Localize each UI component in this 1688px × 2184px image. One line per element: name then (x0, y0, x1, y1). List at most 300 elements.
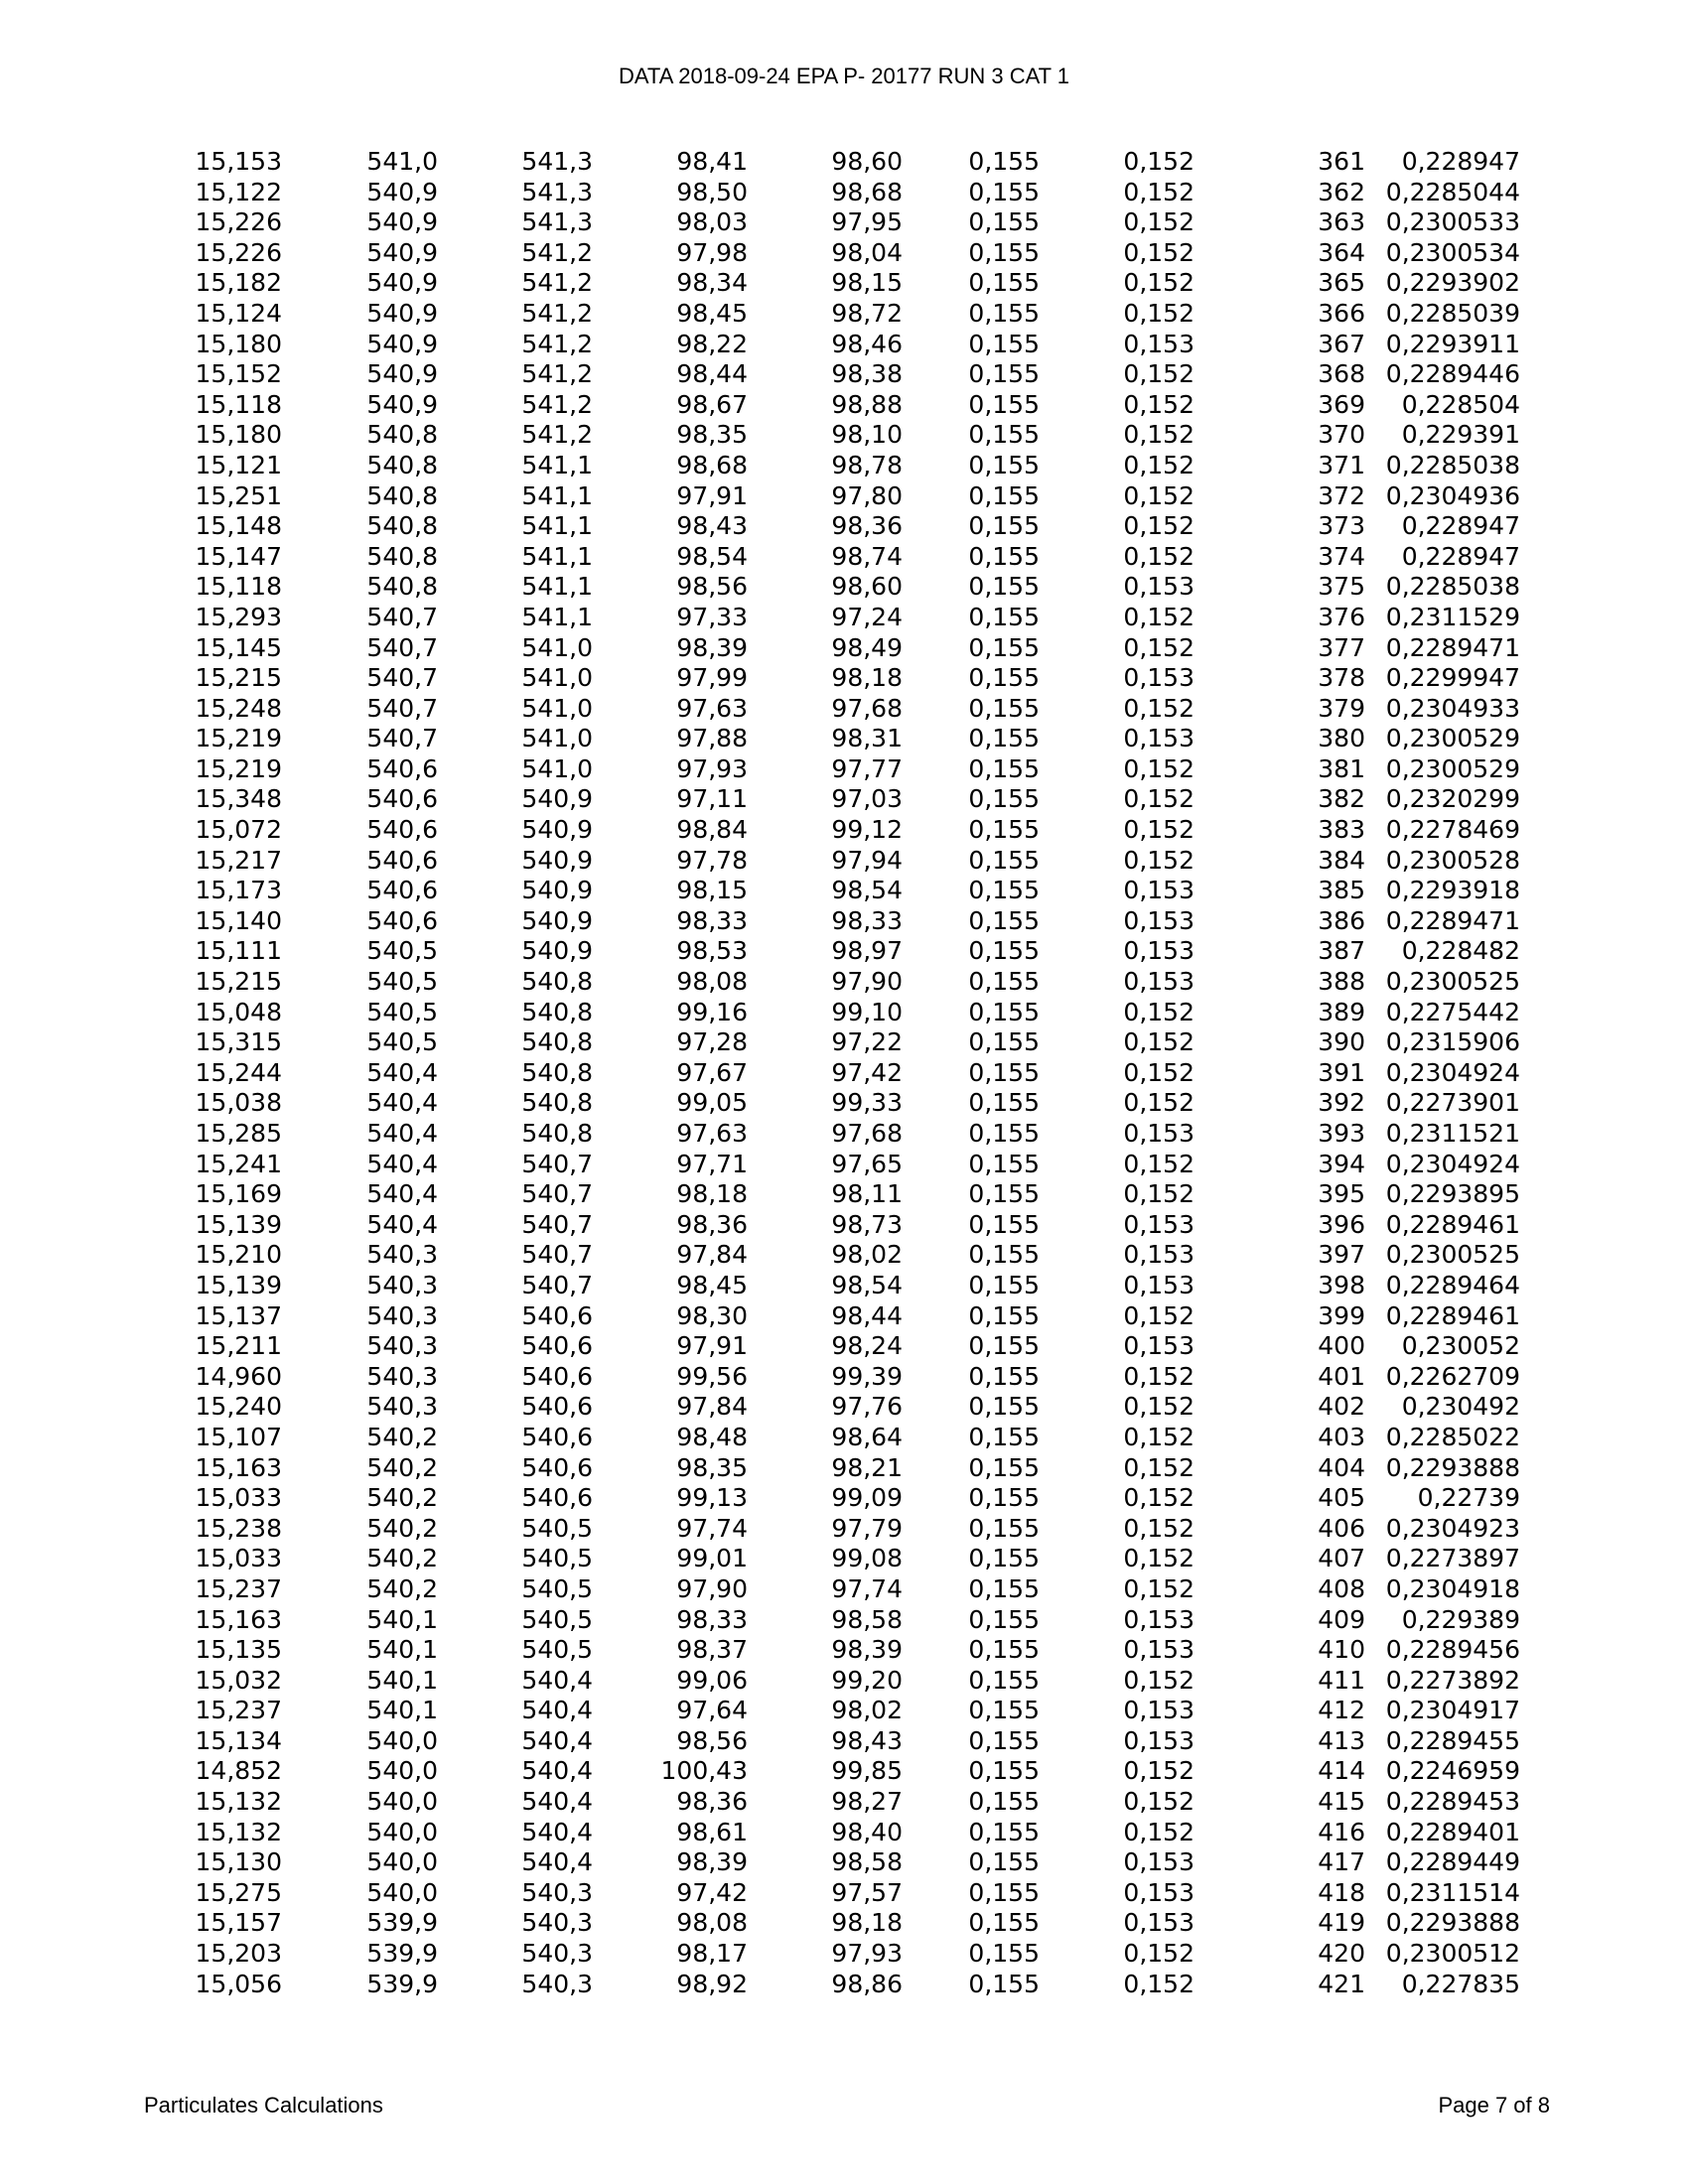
table-cell: 0,152 (1123, 177, 1195, 206)
table-cell: 15,215 (195, 967, 282, 997)
table-cell: 0,152 (1123, 1027, 1195, 1057)
table-cell: 540,3 (521, 1939, 593, 1969)
table-cell: 98,49 (831, 632, 903, 662)
table-cell: 541,2 (521, 329, 593, 358)
table-row (187, 724, 1520, 754)
table-cell: 15,048 (195, 997, 282, 1026)
table-cell: 540,8 (521, 997, 593, 1026)
table-cell: 380 (1318, 724, 1365, 753)
table-cell: 369 (1318, 389, 1365, 419)
table-cell: 97,57 (831, 1877, 903, 1907)
table-cell: 371 (1318, 450, 1365, 479)
table-cell: 540,4 (521, 1817, 593, 1846)
table-cell: 15,032 (195, 1665, 282, 1695)
table-cell: 540,6 (366, 753, 438, 783)
table-cell: 97,68 (831, 693, 903, 723)
table-cell: 540,3 (521, 1969, 593, 1998)
table-cell: 0,155 (968, 1119, 1040, 1148)
table-cell: 0,153 (1123, 1635, 1195, 1665)
table-cell: 98,30 (676, 1300, 748, 1330)
table-cell: 15,244 (195, 1057, 282, 1087)
table-cell: 540,9 (366, 298, 438, 328)
table-cell: 540,9 (521, 784, 593, 814)
table-cell: 541,2 (521, 237, 593, 267)
table-cell: 540,3 (366, 1270, 438, 1299)
table-cell: 15,132 (195, 1787, 282, 1817)
table-cell: 541,3 (521, 177, 593, 206)
table-cell: 98,37 (676, 1635, 748, 1665)
table-cell: 99,56 (676, 1361, 748, 1391)
table-cell: 540,5 (521, 1635, 593, 1665)
table-cell: 540,0 (366, 1817, 438, 1846)
table-cell: 97,67 (676, 1057, 748, 1087)
table-cell: 0,155 (968, 511, 1040, 541)
table-cell: 541,1 (521, 541, 593, 571)
table-cell: 15,140 (195, 905, 282, 935)
table-cell: 0,155 (968, 572, 1040, 602)
table-cell: 540,8 (521, 1088, 593, 1118)
table-cell: 540,9 (521, 876, 593, 905)
table-cell: 0,2289461 (1385, 1300, 1520, 1330)
table-cell: 0,155 (968, 876, 1040, 905)
table-cell: 386 (1318, 905, 1365, 935)
table-cell: 420 (1318, 1939, 1365, 1969)
table-cell: 0,155 (968, 1392, 1040, 1422)
table-cell: 540,4 (521, 1847, 593, 1877)
table-cell: 385 (1318, 876, 1365, 905)
table-cell: 0,155 (968, 1877, 1040, 1907)
footer-title: Particulates Calculations (144, 2093, 383, 2117)
table-cell: 0,153 (1123, 1331, 1195, 1361)
table-cell: 0,2289461 (1385, 1209, 1520, 1239)
table-cell: 540,0 (366, 1877, 438, 1907)
table-cell: 0,2285038 (1385, 572, 1520, 602)
table-cell: 0,152 (1123, 1361, 1195, 1391)
table-cell: 97,90 (676, 1573, 748, 1603)
table-cell: 15,275 (195, 1877, 282, 1907)
table-cell: 379 (1318, 693, 1365, 723)
table-cell: 540,0 (366, 1725, 438, 1755)
table-cell: 98,50 (676, 177, 748, 206)
table-cell: 0,155 (968, 815, 1040, 845)
table-row (187, 603, 1520, 633)
table-cell: 540,2 (366, 1544, 438, 1573)
table-cell: 0,2300533 (1385, 207, 1520, 237)
table-cell: 540,9 (366, 237, 438, 267)
table-cell: 0,155 (968, 602, 1040, 631)
table-row (187, 1666, 1520, 1697)
table-cell: 0,155 (968, 1756, 1040, 1786)
table-row (187, 633, 1520, 664)
table-row (187, 663, 1520, 694)
table-row (187, 1970, 1520, 2000)
table-cell: 15,157 (195, 1908, 282, 1938)
table-cell: 98,43 (676, 511, 748, 541)
table-cell: 370 (1318, 420, 1365, 450)
table-cell: 540,9 (366, 268, 438, 298)
table-cell: 373 (1318, 511, 1365, 541)
table-cell: 0,153 (1123, 1209, 1195, 1239)
table-cell: 390 (1318, 1027, 1365, 1057)
table-cell: 98,33 (676, 1604, 748, 1634)
table-row (187, 1483, 1520, 1514)
table-cell: 0,2262709 (1385, 1361, 1520, 1391)
table-row (187, 1756, 1520, 1787)
table-cell: 15,293 (195, 602, 282, 631)
table-cell: 540,4 (521, 1756, 593, 1786)
table-cell: 14,852 (195, 1756, 282, 1786)
table-cell: 97,80 (831, 480, 903, 510)
table-cell: 388 (1318, 967, 1365, 997)
table-cell: 0,2289456 (1385, 1635, 1520, 1665)
table-cell: 98,18 (831, 663, 903, 693)
table-row (187, 481, 1520, 512)
table-cell: 0,152 (1123, 1817, 1195, 1846)
table-cell: 404 (1318, 1452, 1365, 1482)
table-cell: 97,90 (831, 967, 903, 997)
table-cell: 0,228947 (1401, 511, 1520, 541)
table-cell: 0,152 (1123, 359, 1195, 389)
table-cell: 406 (1318, 1513, 1365, 1543)
table-cell: 540,3 (366, 1331, 438, 1361)
table-cell: 0,2300528 (1385, 845, 1520, 875)
table-cell: 0,2289471 (1385, 632, 1520, 662)
table-cell: 98,92 (676, 1969, 748, 1998)
table-cell: 97,68 (831, 1119, 903, 1148)
table-cell: 540,1 (366, 1665, 438, 1695)
table-cell: 98,10 (831, 420, 903, 450)
table-cell: 97,91 (676, 1331, 748, 1361)
table-cell: 97,71 (676, 1149, 748, 1178)
table-cell: 0,155 (968, 177, 1040, 206)
table-cell: 0,153 (1123, 936, 1195, 966)
table-cell: 0,2293895 (1385, 1179, 1520, 1209)
table-row (187, 1179, 1520, 1210)
table-cell: 0,152 (1123, 1392, 1195, 1422)
table-cell: 368 (1318, 359, 1365, 389)
table-cell: 0,155 (968, 329, 1040, 358)
table-cell: 98,24 (831, 1331, 903, 1361)
table-cell: 15,107 (195, 1422, 282, 1451)
table-cell: 0,152 (1123, 1300, 1195, 1330)
table-cell: 540,8 (366, 450, 438, 479)
table-cell: 98,39 (676, 632, 748, 662)
table-cell: 540,4 (366, 1149, 438, 1178)
table-cell: 396 (1318, 1209, 1365, 1239)
table-cell: 0,153 (1123, 876, 1195, 905)
table-cell: 540,8 (366, 572, 438, 602)
table-cell: 540,4 (366, 1209, 438, 1239)
table-cell: 0,155 (968, 480, 1040, 510)
table-cell: 98,33 (831, 905, 903, 935)
table-cell: 15,211 (195, 1331, 282, 1361)
table-cell: 541,2 (521, 420, 593, 450)
table-row (187, 1392, 1520, 1423)
table-cell: 0,155 (968, 1209, 1040, 1239)
table-cell: 15,219 (195, 753, 282, 783)
table-cell: 0,2299947 (1385, 663, 1520, 693)
table-cell: 97,03 (831, 784, 903, 814)
table-cell: 0,230052 (1401, 1331, 1520, 1361)
table-cell: 411 (1318, 1665, 1365, 1695)
table-row (187, 1423, 1520, 1453)
table-row (187, 1058, 1520, 1089)
table-cell: 0,155 (968, 845, 1040, 875)
table-cell: 382 (1318, 784, 1365, 814)
table-cell: 98,61 (676, 1817, 748, 1846)
table-cell: 540,5 (521, 1544, 593, 1573)
table-cell: 541,2 (521, 298, 593, 328)
table-cell: 540,1 (366, 1604, 438, 1634)
table-cell: 541,1 (521, 511, 593, 541)
table-cell: 361 (1318, 147, 1365, 176)
table-cell: 381 (1318, 753, 1365, 783)
table-cell: 98,44 (831, 1300, 903, 1330)
table-cell: 15,118 (195, 389, 282, 419)
table-cell: 540,8 (366, 541, 438, 571)
table-cell: 98,44 (676, 359, 748, 389)
table-cell: 0,2304924 (1385, 1149, 1520, 1178)
table-cell: 0,229391 (1401, 420, 1520, 450)
table-row (187, 542, 1520, 573)
table-cell: 98,56 (676, 1725, 748, 1755)
table-cell: 540,9 (521, 845, 593, 875)
table-cell: 97,88 (676, 724, 748, 753)
table-row (187, 1331, 1520, 1362)
table-cell: 15,033 (195, 1483, 282, 1513)
table-cell: 0,153 (1123, 663, 1195, 693)
table-cell: 540,6 (521, 1300, 593, 1330)
table-cell: 15,238 (195, 1513, 282, 1543)
table-cell: 540,9 (521, 815, 593, 845)
table-cell: 0,152 (1123, 420, 1195, 450)
table-row (187, 390, 1520, 421)
table-cell: 98,54 (676, 541, 748, 571)
table-cell: 97,95 (831, 207, 903, 237)
table-row (187, 1908, 1520, 1939)
table-cell: 540,6 (521, 1331, 593, 1361)
table-cell: 0,2311521 (1385, 1119, 1520, 1148)
table-cell: 15,139 (195, 1209, 282, 1239)
table-cell: 540,0 (366, 1756, 438, 1786)
table-row (187, 147, 1520, 178)
table-cell: 15,163 (195, 1452, 282, 1482)
table-cell: 540,5 (366, 967, 438, 997)
table-cell: 0,152 (1123, 237, 1195, 267)
table-cell: 15,210 (195, 1240, 282, 1270)
table-cell: 365 (1318, 268, 1365, 298)
table-cell: 0,2273892 (1385, 1665, 1520, 1695)
table-row (187, 1514, 1520, 1545)
table-cell: 15,251 (195, 480, 282, 510)
table-cell: 541,1 (521, 572, 593, 602)
table-cell: 0,228504 (1401, 389, 1520, 419)
table-cell: 97,63 (676, 693, 748, 723)
table-cell: 0,2300525 (1385, 1240, 1520, 1270)
table-cell: 0,153 (1123, 1725, 1195, 1755)
table-cell: 15,145 (195, 632, 282, 662)
table-cell: 97,42 (676, 1877, 748, 1907)
table-cell: 0,2320299 (1385, 784, 1520, 814)
table-cell: 98,15 (676, 876, 748, 905)
table-cell: 15,285 (195, 1119, 282, 1148)
table-cell: 15,056 (195, 1969, 282, 1998)
table-cell: 0,2289401 (1385, 1817, 1520, 1846)
table-cell: 0,2285044 (1385, 177, 1520, 206)
table-cell: 98,36 (676, 1209, 748, 1239)
table-cell: 15,072 (195, 815, 282, 845)
table-cell: 0,152 (1123, 541, 1195, 571)
table-cell: 540,7 (521, 1179, 593, 1209)
table-cell: 98,86 (831, 1969, 903, 1998)
table-cell: 0,155 (968, 1088, 1040, 1118)
table-cell: 0,155 (968, 1513, 1040, 1543)
table-cell: 0,2285039 (1385, 298, 1520, 328)
table-row (187, 572, 1520, 603)
table-cell: 15,152 (195, 359, 282, 389)
table-cell: 15,226 (195, 207, 282, 237)
table-cell: 540,8 (366, 420, 438, 450)
table-cell: 540,7 (521, 1240, 593, 1270)
table-cell: 0,2273897 (1385, 1544, 1520, 1573)
table-cell: 0,2311529 (1385, 602, 1520, 631)
table-cell: 409 (1318, 1604, 1365, 1634)
table-cell: 0,155 (968, 1635, 1040, 1665)
table-cell: 0,152 (1123, 1057, 1195, 1087)
table-cell: 15,226 (195, 237, 282, 267)
table-cell: 0,153 (1123, 724, 1195, 753)
table-cell: 97,94 (831, 845, 903, 875)
table-cell: 0,155 (968, 1665, 1040, 1695)
table-cell: 362 (1318, 177, 1365, 206)
table-cell: 412 (1318, 1696, 1365, 1725)
table-cell: 99,06 (676, 1665, 748, 1695)
table-row (187, 207, 1520, 238)
table-cell: 99,33 (831, 1088, 903, 1118)
table-cell: 0,155 (968, 420, 1040, 450)
table-row (187, 299, 1520, 330)
table-cell: 0,2289464 (1385, 1270, 1520, 1299)
table-cell: 540,4 (366, 1057, 438, 1087)
table-row (187, 815, 1520, 846)
table-cell: 540,9 (366, 359, 438, 389)
table-cell: 15,180 (195, 329, 282, 358)
table-cell: 540,7 (521, 1270, 593, 1299)
table-cell: 97,42 (831, 1057, 903, 1087)
table-cell: 374 (1318, 541, 1365, 571)
table-cell: 540,5 (521, 1573, 593, 1603)
table-cell: 540,2 (366, 1483, 438, 1513)
table-cell: 98,97 (831, 936, 903, 966)
table-cell: 540,5 (521, 1513, 593, 1543)
table-cell: 0,153 (1123, 1908, 1195, 1938)
table-cell: 540,6 (521, 1483, 593, 1513)
table-cell: 0,2304933 (1385, 693, 1520, 723)
table-cell: 98,48 (676, 1422, 748, 1451)
table-cell: 14,960 (195, 1361, 282, 1391)
table-cell: 0,153 (1123, 967, 1195, 997)
table-row (187, 784, 1520, 815)
table-cell: 98,18 (831, 1908, 903, 1938)
table-cell: 395 (1318, 1179, 1365, 1209)
table-cell: 0,228482 (1401, 936, 1520, 966)
table-cell: 98,45 (676, 298, 748, 328)
table-cell: 0,152 (1123, 511, 1195, 541)
table-cell: 98,54 (831, 1270, 903, 1299)
table-cell: 407 (1318, 1544, 1365, 1573)
table-cell: 97,91 (676, 480, 748, 510)
table-row (187, 936, 1520, 967)
table-cell: 0,2293918 (1385, 876, 1520, 905)
table-cell: 98,34 (676, 268, 748, 298)
table-cell: 0,2311514 (1385, 1877, 1520, 1907)
table-cell: 540,4 (521, 1665, 593, 1695)
table-row (187, 511, 1520, 542)
table-cell: 0,153 (1123, 1119, 1195, 1148)
table-cell: 540,9 (366, 207, 438, 237)
table-cell: 98,18 (676, 1179, 748, 1209)
table-cell: 99,13 (676, 1483, 748, 1513)
table-cell: 367 (1318, 329, 1365, 358)
table-cell: 0,155 (968, 1240, 1040, 1270)
table-cell: 540,2 (366, 1513, 438, 1543)
table-cell: 98,78 (831, 450, 903, 479)
table-cell: 0,152 (1123, 815, 1195, 845)
table-cell: 0,152 (1123, 1939, 1195, 1969)
table-cell: 0,2304936 (1385, 480, 1520, 510)
table-cell: 540,3 (366, 1240, 438, 1270)
table-cell: 0,152 (1123, 1665, 1195, 1695)
table-cell: 97,77 (831, 753, 903, 783)
table-cell: 363 (1318, 207, 1365, 237)
table-cell: 98,02 (831, 1240, 903, 1270)
table-cell: 0,153 (1123, 1877, 1195, 1907)
table-cell: 403 (1318, 1422, 1365, 1451)
table-cell: 540,0 (366, 1787, 438, 1817)
table-row (187, 906, 1520, 937)
table-cell: 98,15 (831, 268, 903, 298)
table-cell: 0,153 (1123, 1696, 1195, 1725)
table-cell: 0,2275442 (1385, 997, 1520, 1026)
table-cell: 0,155 (968, 997, 1040, 1026)
table-cell: 0,153 (1123, 1604, 1195, 1634)
table-cell: 0,155 (968, 967, 1040, 997)
table-cell: 0,155 (968, 1725, 1040, 1755)
table-row (187, 1726, 1520, 1757)
table-cell: 418 (1318, 1877, 1365, 1907)
table-cell: 541,0 (521, 663, 593, 693)
table-cell: 0,155 (968, 450, 1040, 479)
table-cell: 98,43 (831, 1725, 903, 1755)
table-cell: 15,219 (195, 724, 282, 753)
table-cell: 540,5 (521, 1604, 593, 1634)
table-cell: 98,68 (676, 450, 748, 479)
table-cell: 0,152 (1123, 1422, 1195, 1451)
table-cell: 97,98 (676, 237, 748, 267)
table-cell: 0,153 (1123, 329, 1195, 358)
table-cell: 15,038 (195, 1088, 282, 1118)
table-cell: 416 (1318, 1817, 1365, 1846)
table-cell: 0,155 (968, 1969, 1040, 1998)
table-cell: 98,08 (676, 1908, 748, 1938)
table-cell: 541,3 (521, 147, 593, 176)
table-cell: 98,03 (676, 207, 748, 237)
table-cell: 0,152 (1123, 845, 1195, 875)
table-cell: 97,11 (676, 784, 748, 814)
table-cell: 0,227835 (1401, 1969, 1520, 1998)
table-cell: 0,152 (1123, 1756, 1195, 1786)
table-cell: 0,152 (1123, 997, 1195, 1026)
